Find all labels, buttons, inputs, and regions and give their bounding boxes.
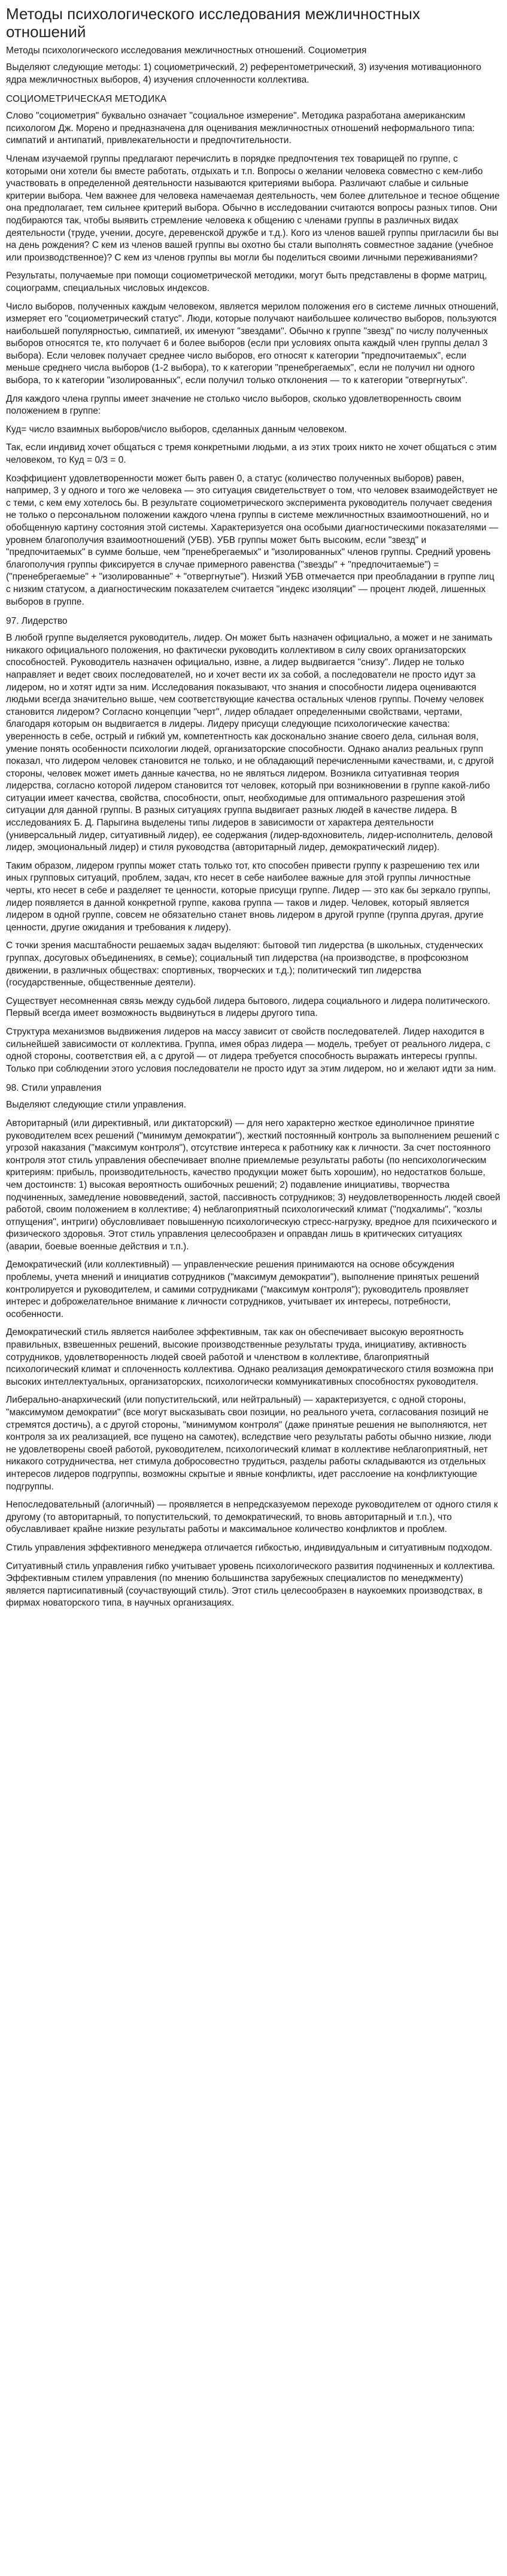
- paragraph: Коэффициент удовлетворенности может быть равен 0, а статус (количество полученных выборов) равен, например, 3 у одного и того же человека — это ситуация свидетельствует о том, что человек взаимодействует не с теми, с кем ему хотелось бы. В результате социометрического эксперимента руководитель получает сведения не только о персональном положении каждого члена группы в системе межличностных взаимоотношений, но и обобщенную картину состояния этой системы. Характеризуется она особыми диагностическими показателями — уровнем благополучия взаимоотношений (УБВ). УБВ группы может быть высоким, если "звезд" и "предпочитаемых" в сумме больше, чем "пренебрегаемых" и "изолированных" членов группы. Средний уровень благополучия группы фиксируется в случае примерного равенства ("звезды" + "предпочитаемые") = ("пренебрегаемые" + "изолированные" + "отвергнутые"). Низкий УБВ отмечается при преобладании в группе лиц с низким статусом, а диагностическим показателем считается "индекс изоляции" — процент людей, лишенных выборов в группе.: [6, 473, 499, 607]
- paragraph: Непоследовательный (алогичный) — проявляется в непредсказуемом переходе руководителем от одного стиля к другому (то авторитарный, то попустительский, то демократический, то вновь авторитарный и т.п.), что обуславливает крайне низкие результаты работы и максимальное количество конфликтов и проблем.: [6, 1500, 498, 1535]
- paragraph: Для каждого члена группы имеет значение не столько число выборов, сколько удовлетворенность своим положением в группе:: [6, 393, 462, 417]
- paragraph: Существует несомненная связь между судьбой лидера бытового, лидера социального и лидера политического. Первый всегда имеет возможность выдвинуться в лидеры другого типа.: [6, 996, 490, 1019]
- paragraph: Ситуативный стиль управления гибко учитывает уровень психологического развития подчиненных и коллектива. Эффективным стилем управления (по мнению большинства зарубежных специалистов по менеджменту) является партисипативный (соучаствующий стиль). Этот стиль целесообразен в наукоемких производствах, в фирмах новаторского типа, в научных организациях.: [6, 1561, 495, 1609]
- paragraph: Куд= число взаимных выборов/число выборов, сделанных данным человеком.: [6, 424, 347, 435]
- paragraph: С точки зрения масштабности решаемых задач выделяют: бытовой тип лидерства (в школьных, студенческих группах, досуговых объединениях, в семье); социальный тип лидерства (на производстве, в профсоюзном движении, в различных обществах: спортивных, творческих и т.д.); политический тип лидерства (государственные, общественные деятели).: [6, 940, 483, 988]
- numbered-heading: 97. Лидерство: [6, 616, 68, 627]
- paragraph: Так, если индивид хочет общаться с тремя конкретными людьми, а из этих троих никто не хочет общаться с этим человеком, то Куд = 0/3 = 0.: [6, 442, 497, 466]
- paragraph: Выделяют следующие методы: 1) социометрический, 2) референтометрический, 3) изучения мотивационного ядра межличностных выборов, 4) изучения сплоченности коллектива.: [6, 62, 482, 85]
- paragraph: Авторитарный (или директивный, или диктаторский) — для него характерно жесткое единоличное принятие руководителем всех решений ("минимум демократии"), жесткий постоянный контроль за выполнением решений с угрозой наказания ("максимум контроля"), отсутствие интереса к работнику как к личности. За счет постоянного контроля этот стиль управления обеспечивает вполне приемлемые результаты работы (по непсихологическим критериям: прибыль, производительность, качество продукции может быть хорошим), но недостатков больше, чем достоинств: 1) высокая вероятность ошибочных решений; 2) подавление инициативы, творчества подчиненных, замедление нововведений, застой, пассивность сотрудников; 3) неудовлетворенность людей своей работой, своим положением в коллективе; 4) неблагоприятный психологический климат ("подхалимы", "козлы отпущения", интриги) обусловливает повышенную психологическую стресс-нагрузку, вредное для психического и физического здоровья. Этот стиль управления целесообразен и оправдан лишь в критических ситуациях (аварии, боевые военные действия и т.п.).: [6, 1118, 500, 1252]
- paragraph: Слово "социометрия" буквально означает "социальное измерение". Методика разработана американским психологом Дж. Морено и предназначена для оценивания межличностных отношений неформального типа: симпатий и антипатий, привлекательности и предпочтительности.: [6, 111, 475, 146]
- paragraph: Либерально-анархический (или попустительский, или нейтральный) — характеризуется, с одной стороны, "максимумом демократии" (все могут высказывать свои позиции, но реального учета, согласования позиций не стремятся достичь), а с другой стороны, "минимумом контроля" (даже принятые решения не выполняются, нет контроля за их реализацией, все пущено на самотек), вследствие чего результаты работы обычно низкие, люди не удовлетворены своей работой, руководителем, психологический климат в коллективе неблагоприятный, нет никакого сотрудничества, нет стимула добросовестно трудиться, разделы работы складываются из отдельных интересов лидеров подгруппы, возможны скрытые и явные конфликты, идет расслоение на конфликтующие подгруппы.: [6, 1395, 491, 1492]
- article-body: [6, 62, 501, 1610]
- paragraph: Демократический стиль является наиболее эффективным, так как он обеспечивает высокую вероятность правильных, взвешенных решений, высокие производственные результаты труда, инициативу, активность сотрудников, удовлетворенность людей своей работой и членством в коллективе, благоприятный психологический климат и сплоченность коллектива. Однако реализация демократического стиля возможна при высоких интеллектуальных, организаторских, психологически коммуникативных способностях руководителя.: [6, 1327, 494, 1387]
- paragraph: Демократический (или коллективный) — управленческие решения принимаются на основе обсуждения проблемы, учета мнений и инициатив сотрудников ("максимум демократии"), выполнение принятых решений контролируется и руководителем, и самими сотрудниками ("максимум контроля"); руководитель проявляет интерес и доброжелательное внимание к личности сотрудников, учитывает их интересы, потребности, особенности.: [6, 1260, 479, 1319]
- paragraph: Результаты, получаемые при помощи социометрической методики, могут быть представлены в форме матриц, социограмм, специальных числовых индексов.: [6, 271, 487, 293]
- paragraph: Число выборов, полученных каждым человеком, является мерилом положения его в системе личных отношений, измеряет его "социометрический статус". Люди, которые получают наибольшее количество выборов, пользуются наибольшей популярностью, симпатией, их именуют "звездами". Обычно к группе "звезд" по числу полученных выборов относятся те, кто получает 6 и более выборов (если при условиях опыта каждый член группы делал 3 выбора). Если человек получает среднее число выборов, его относят к категории "предпочитаемых", если меньше среднего числа выборов (1-2 выбора), то к категории "пренебрегаемых", если не получил ни одного выбора, то к категории "изолированных", если получил только отклонения — то к категории "отвергнутых".: [6, 301, 499, 386]
- paragraph: Стиль управления эффективного менеджера отличается гибкостью, индивидуальным и ситуативным подходом.: [6, 1542, 493, 1553]
- numbered-heading: 98. Стили управления: [6, 1083, 102, 1094]
- paragraph: В любой группе выделяется руководитель, лидер. Он может быть назначен официально, а может и не занимать никакого официального положения, но фактически руководить коллективом в силу своих организаторских способностей. Руководитель назначен официально, извне, а лидер выдвигается "снизу". Лидер не только направляет и ведет своих последователей, но и хочет вести их за собой, а последователи не просто идут за лидером, но и хотят идти за ним. Исследования показывают, что знания и способности лидера оцениваются людьми всегда значительно выше, чем соответствующие качества остальных членов группы. Почему человек становится лидером? Согласно концепции "черт", лидер обладает определенными свойствами, чертами, благодаря которым он выдвигается в лидеры. Лидеру присущи следующие психологические качества: уверенность в себе, острый и гибкий ум, компетентность как досконально знание своего дела, сильная воля, умение понять особенности психологии людей, организаторские способности. Однако анализ реальных групп показал, что лидером человек становится не только, и не обладающий перечисленными качествами, и, с другой стороны, человек может иметь данные качества, но не являться лидером. Возникла ситуативная теория лидерства, согласно которой лидером становится тот человек, который при возникновении в группе какой-либо ситуации имеет качества, свойства, способности, опыт, необходимые для оптимального разрешения этой ситуации для данной группы. В разных ситуациях группа выдвигает разных людей в качестве лидера. В исследованиях Б. Д. Парыгина выделены типы лидеров в зависимости от характера деятельности (универсальный лидер, ситуативный лидер), ее содержания (лидер-вдохновитель, лидер-исполнитель, деловой лидер, эмоциональный лидер) и стиля руководства (авторитарный лидер, демократический лидер).: [6, 633, 494, 853]
- page-title: Методы психологического исследования межличностных отношений: [6, 5, 420, 41]
- paragraph: Членам изучаемой группы предлагают перечислить в порядке предпочтения тех товарищей по группе, с которыми они хотели бы вместе работать, отдыхать и т.п. Вопросы о желании человека совместно с кем-либо участвовать в определенной деятельности называются критериями выбора. Различают слабые и сильные критерии выбора. Чем важнее для человека намечаемая деятельность, чем более длительное и тесное общение она предполагает, тем сильнее критерий выбора. Обычно в исследовании считаются вопросы разных типов. Они подбираются так, чтобы выявить стремление человека к общению с членами группы в различных видах деятельности (труде, учении, досуге, деревенской дружбе и т.д.). Кого из членов вашей группы пригласили бы вы на день рождения? С кем из членов вашей группы вы охотно бы стали выполнять совместное задание (учебное или производственное)? С кем из членов группы вы могли бы поделиться своими личными переживаниями?: [6, 153, 500, 263]
- paragraph: Выделяют следующие стили управления.: [6, 1100, 186, 1110]
- paragraph: Структура механизмов выдвижения лидеров на массу зависит от свойств последователей. Лидер находится в сильнейшей зависимости от коллектива. Группа, имея образ лидера — модель, требует от реального лидера, с одной стороны, соответствия ей, а с другой — от лидера требуется способность выражать интересы группы. Только при соблюдении этого условия последователи не просто идут за этим лидером, но и желают идти за ним.: [6, 1026, 496, 1074]
- page-subtitle: Методы психологического исследования межличностных отношений. Социометрия: [6, 45, 367, 56]
- section-heading: СОЦИОМЕТРИЧЕСКАЯ МЕТОДИКА: [6, 94, 167, 105]
- paragraph: Таким образом, лидером группы может стать только тот, кто способен привести группу к разрешению тех или иных групповых ситуаций, проблем, задач, кто несет в себе наиболее важные для этой группы личностные черты, кто несет в себе и разделяет те ценности, которые присущи группе. Лидер — это как бы зеркало группы, лидер появляется в данной конкретной группе, какова группа — таков и лидер. Человек, который является лидером в одной группе, совсем не обязательно станет вновь лидером в другой группе (группа другая, другие ценности, другие ожидания и требования к лидеру).: [6, 860, 491, 933]
